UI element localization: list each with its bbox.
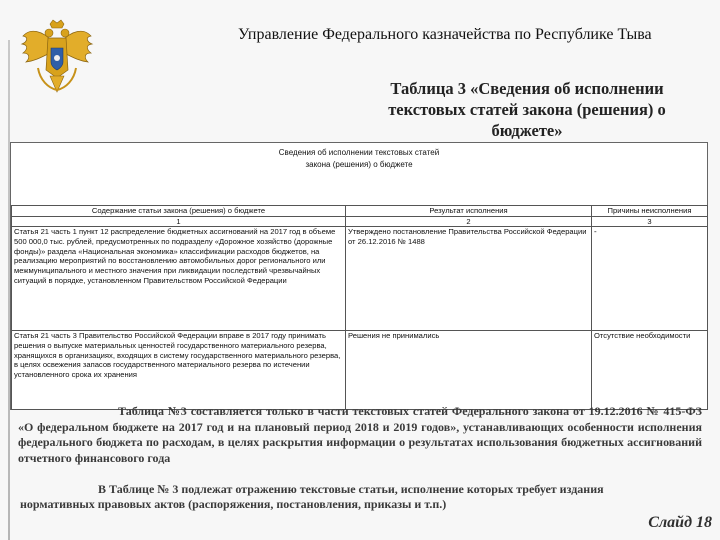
slide-number: Слайд 18 [648,514,712,531]
caption-line: закона (решения) о бюджете [305,160,413,169]
column-number: 3 [592,217,708,227]
column-header: Причины неисполнения [592,206,708,217]
caption-line: Сведения об исполнении текстовых статей [278,148,440,157]
row-reason: - [592,227,708,331]
row-result: Утверждено постановление Правительства Российской Федерации от 26.12.2016 № 1488 [346,227,592,331]
column-header: Содержание статьи закона (решения) о бюджете [12,206,346,217]
double-headed-eagle-emblem-icon [20,18,94,98]
note-reflection-text: В Таблице № 3 подлежат отражению текстовые статьи, исполнение которых требует издания нормативных правовых актов (распоряжения, постановления, приказы и т.п.) [20,482,604,511]
note-table-scope [18,404,702,466]
table-row [12,331,708,410]
row-result: Решения не принимались [346,331,592,410]
row-reason: Отсутствие необходимости [592,331,708,410]
document-caption [11,147,707,171]
document-excerpt [10,142,708,410]
column-number: 1 [12,217,346,227]
header-title: Управление Федерального казначейства по Республике Тыва [238,26,652,43]
note-reflection [20,482,620,512]
row-content: Статья 21 часть 3 Правительство Российской Федерации вправе в 2017 году принимать решения о выпуске материальных ценностей государственного материального резерва, хранящихся в организациях, входящих в систему государственного материального резерва, в целях освежения запасов государственного материального резерва по истечении установленного срока их хранения [12,331,346,410]
column-number-row [12,217,708,227]
note-table-scope-text: Таблица №3 составляется только в части текстовых статей Федерального закона от 19.12.2016 № 415-ФЗ «О федеральном бюджете на 2017 год и на плановый период 2018 и 2019 годов», устанавливающих особенности исполнения федерального бюджета по расходам, в целях раскрытия информации о результатах использования бюджетных ассигнований отчетного финансового года [18,404,702,465]
execution-table [11,205,708,410]
column-number: 2 [346,217,592,227]
column-header: Результат исполнения [346,206,592,217]
table-title: Таблица 3 «Сведения об исполнении текстовых статей закона (решения) о бюджете» [388,79,666,140]
table-row [12,227,708,331]
table-header-row [12,206,708,217]
row-content: Статья 21 часть 1 пункт 12 распределение бюджетных ассигнований на 2017 год в объеме 500 000,0 тыс. рублей, предусмотренных по подразделу «Дорожное хозяйство (дорожные фонды)» раздела «Национальная экономика» классификации расходов бюджетов, на реализацию мероприятий по восстановлению автомобильных дорог регионального или межмуниципального и местного значения при ликвидации последствий чрезвычайных ситуаций в порядке, установленном Правительством Российской Федерации [12,227,346,331]
